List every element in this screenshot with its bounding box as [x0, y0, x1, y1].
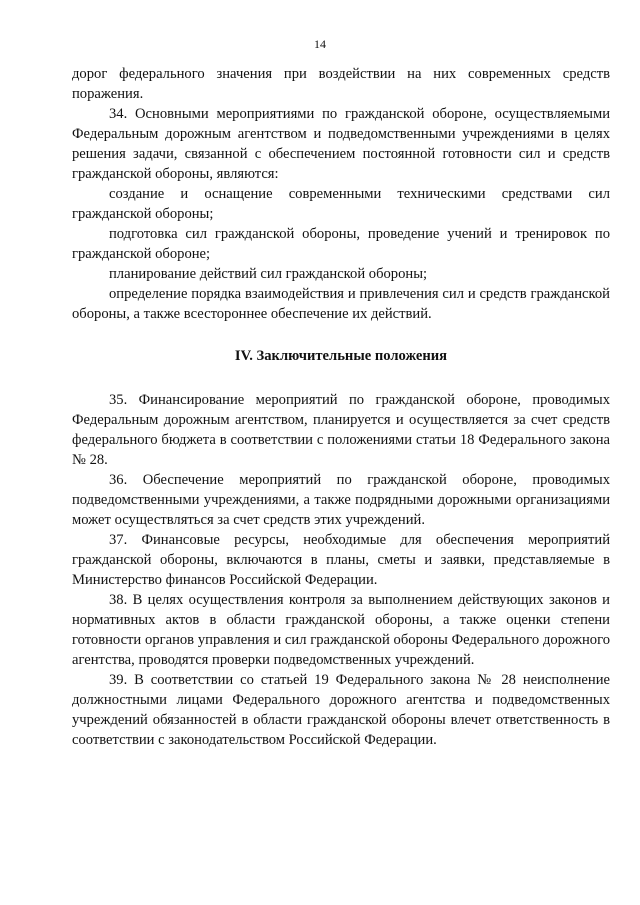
paragraph: подготовка сил гражданской обороны, проведение учений и тренировок по гражданской обороне;	[72, 226, 610, 262]
paragraph: определение порядка взаимодействия и привлечения сил и средств гражданской обороны, а также всестороннее обеспечение их действий.	[72, 286, 610, 322]
paragraph: создание и оснащение современными техническими средствами сил гражданской обороны;	[72, 186, 610, 222]
paragraph: 37. Финансовые ресурсы, необходимые для обеспечения мероприятий гражданской обороны, включаются в планы, сметы и заявки, представляемые в Министерство финансов Российской Федерации.	[72, 532, 610, 588]
paragraph: 35. Финансирование мероприятий по гражданской обороне, проводимых Федеральным дорожным агентством, планируется и осуществляется за счет средств федерального бюджета в соответствии с положениями статьи 18 Федерального закона № 28.	[72, 392, 610, 468]
paragraph: 36. Обеспечение мероприятий по гражданской обороне, проводимых подведомственными учреждениями, а также подрядными дорожными организациями может осуществляться за счет средств этих учреждений.	[72, 472, 610, 528]
paragraph: 34. Основными мероприятиями по гражданской обороне, осуществляемыми Федеральным дорожным агентством и подведомственными учреждениями в целях решения задачи, связанной с обеспечением постоянной готовности сил и средств гражданской обороны, являются:	[72, 106, 610, 182]
paragraph: 38. В целях осуществления контроля за выполнением действующих законов и нормативных актов в области гражданской обороны, а также оценки степени готовности органов управления и сил гражданской обороны Федерального дорожного агентства, проводятся проверки подведомственных учреждений.	[72, 592, 610, 668]
paragraph: планирование действий сил гражданской обороны;	[109, 266, 428, 282]
section-title: IV. Заключительные положения	[234, 348, 448, 364]
paragraph: 39. В соответствии со статьей 19 Федерального закона № 28 неисполнение должностными лицами Федерального дорожного агентства и подведомственных учреждений обязанностей в области гражданской обороны влечет ответственность в соответствии с законодательством Российской Федерации.	[72, 672, 610, 748]
page-number: 14	[314, 37, 326, 51]
document-body	[72, 64, 610, 750]
paragraph: дорог федерального значения при воздействии на них современных средств поражения.	[72, 66, 610, 102]
paragraphs-before	[72, 64, 610, 324]
paragraphs-after	[72, 390, 610, 750]
